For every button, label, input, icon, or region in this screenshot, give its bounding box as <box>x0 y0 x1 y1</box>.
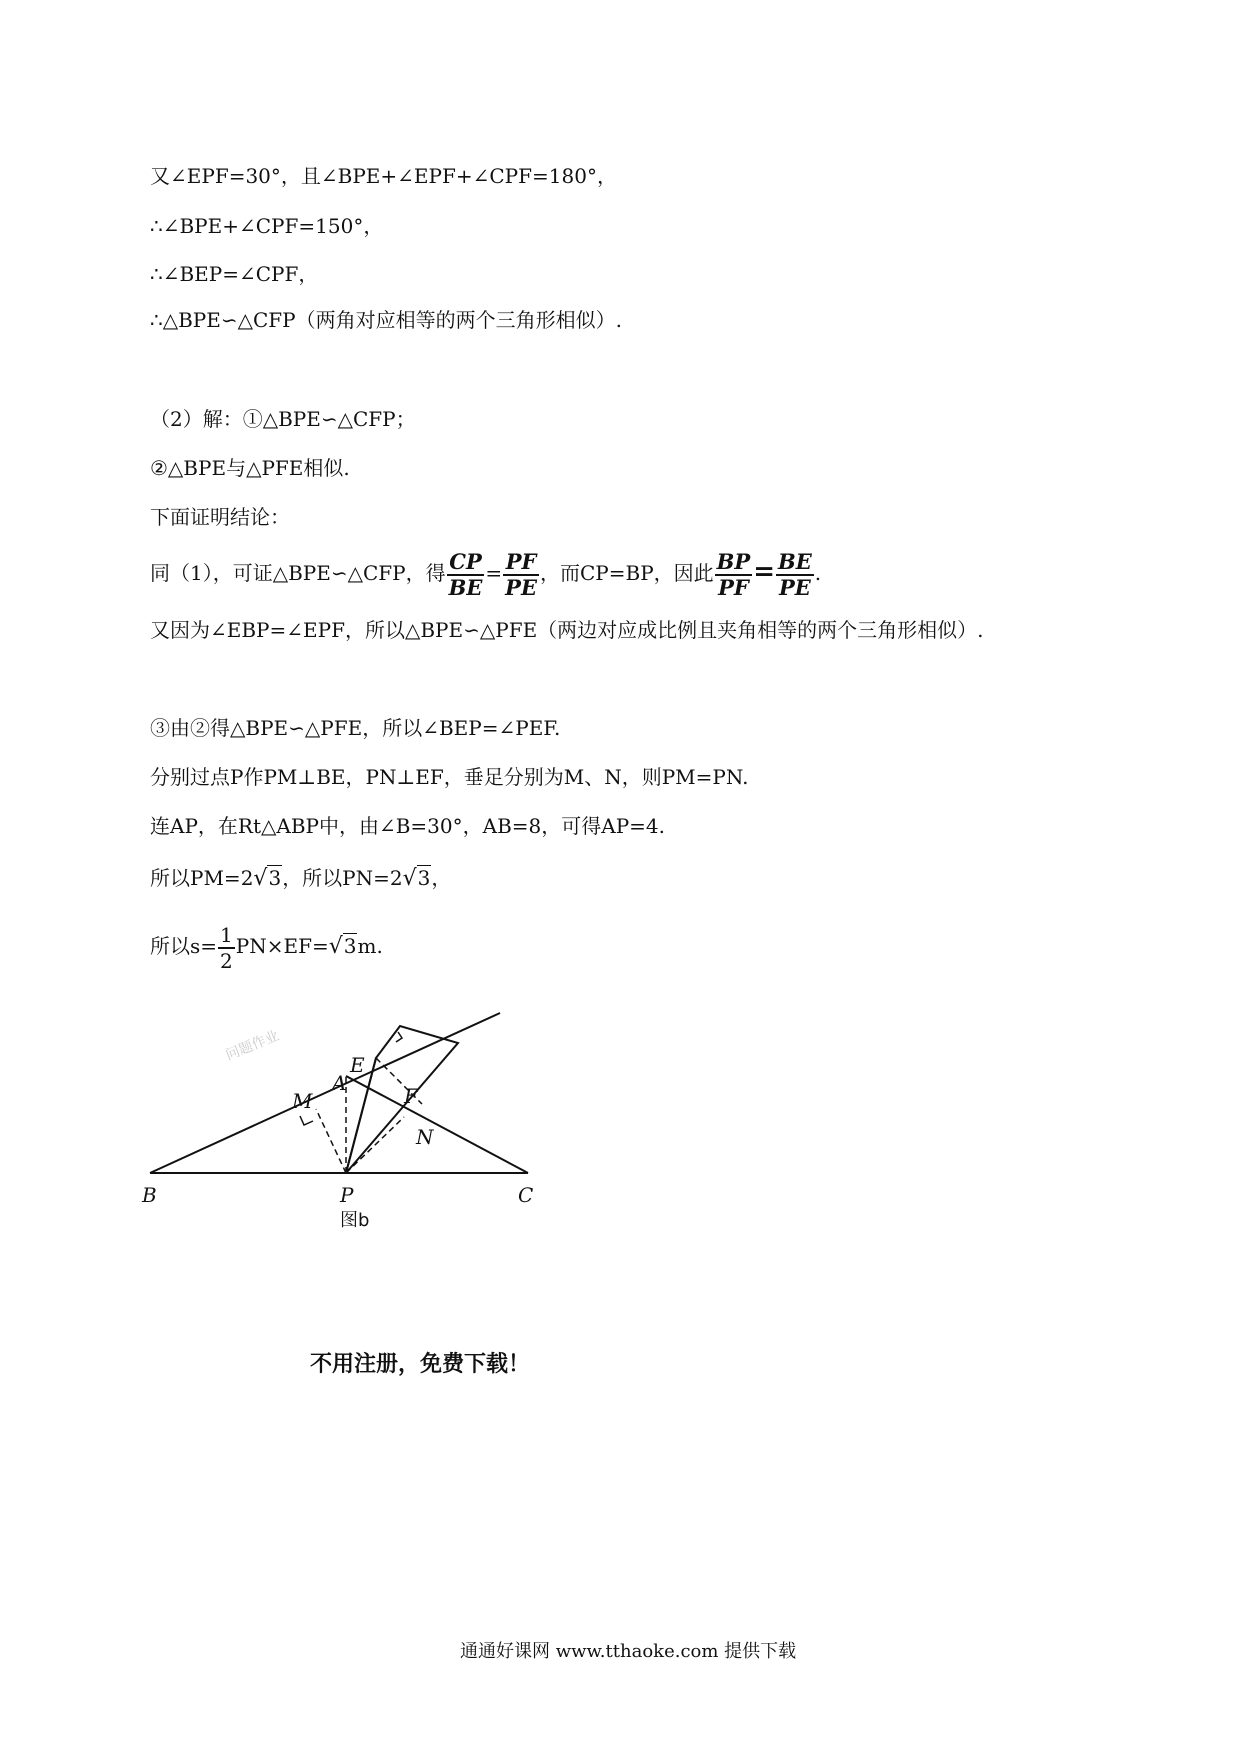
triangle-epf-set-square <box>346 1026 458 1173</box>
part2-proof-intro: 下面证明结论： <box>150 505 290 529</box>
label-c: C <box>518 1183 534 1207</box>
sqrt-expression: √3 <box>253 866 282 891</box>
fraction-numerator: CP <box>447 550 485 576</box>
fraction-denominator: PE <box>505 574 537 600</box>
fraction-numerator: BP <box>716 548 751 574</box>
part2-claim: ②△BPE与△PFE相似. <box>150 456 350 480</box>
comma: ， <box>431 866 452 890</box>
segment-pm <box>316 1109 346 1173</box>
area-text-a: 所以s= <box>150 934 218 958</box>
equals-sign: = <box>753 557 775 587</box>
fraction-numerator: 1 <box>220 922 233 947</box>
fraction-cp-be <box>447 550 485 600</box>
part3-line-1: ③由②得△BPE∽△PFE，所以∠BEP=∠PEF. <box>150 716 561 740</box>
page-footer: 通通好课网 www.tthaoke.com 提供下载 <box>460 1641 797 1662</box>
ray-be <box>150 1013 500 1173</box>
label-m: M <box>292 1089 313 1113</box>
sqrt-expression: √3 <box>328 934 357 959</box>
sqrt-argument: 3 <box>343 934 357 958</box>
label-n: N <box>416 1125 434 1149</box>
part3-line-4 <box>150 864 451 893</box>
fraction-pf-pe <box>503 550 539 600</box>
part3-line-2: 分别过点P作PM⊥BE，PN⊥EF，垂足分别为M、N，则PM=PN. <box>150 765 749 789</box>
fraction-numerator: BE <box>778 548 812 574</box>
proof-line-4: ∴△BPE∽△CFP（两角对应相等的两个三角形相似）. <box>150 308 622 332</box>
ratio-text-c: . <box>814 561 822 585</box>
sqrt-argument: 3 <box>417 866 431 890</box>
label-f: F <box>404 1084 418 1108</box>
proof-line-3: ∴∠BEP=∠CPF， <box>150 262 319 286</box>
similarity-line: 又因为∠EBP=∠EPF，所以△BPE∽△PFE（两边对应成比例且夹角相等的两个三角形相似）. <box>150 618 984 642</box>
label-e: E <box>350 1053 365 1077</box>
geometry-figure <box>140 1000 560 1240</box>
equals-sign: = <box>485 561 503 585</box>
fraction-denominator: PF <box>718 574 749 600</box>
area-text-c: m. <box>357 934 383 958</box>
fraction-be-pe <box>776 550 814 600</box>
label-p: P <box>340 1183 354 1207</box>
ratio-line <box>150 545 821 600</box>
fraction-denominator: BE <box>448 574 483 600</box>
label-b: B <box>142 1183 157 1207</box>
fraction-bp-pf <box>715 550 753 600</box>
pm-text: 所以PM=2 <box>150 866 254 890</box>
fraction-one-half <box>218 923 235 973</box>
fraction-denominator: PE <box>778 574 811 600</box>
free-download-note: 不用注册，免费下载！ <box>310 1352 531 1377</box>
pn-text: ，所以PN=2 <box>282 866 403 890</box>
segment-pn <box>346 1117 404 1173</box>
label-a: A <box>332 1071 347 1095</box>
ratio-text-b: ，而CP=BP，因此 <box>539 561 714 585</box>
figure-caption: 图b <box>340 1210 370 1231</box>
part3-line-3: 连AP，在Rt△ABP中，由∠B=30°，AB=8，可得AP=4. <box>150 814 665 838</box>
figure-watermark: 问题作业 <box>223 1027 282 1064</box>
right-angle-mark-m <box>300 1116 313 1125</box>
fraction-denominator: 2 <box>220 948 233 973</box>
area-text-b: PN×EF= <box>235 934 329 958</box>
proof-line-2: ∴∠BPE+∠CPF=150°， <box>150 214 384 238</box>
area-line <box>150 918 383 975</box>
ratio-text-a: 同（1），可证△BPE∽△CFP，得 <box>150 561 446 585</box>
right-angle-mark-e <box>396 1032 402 1042</box>
segment-ac <box>346 1076 528 1173</box>
proof-line-1: 又∠EPF=30°，且∠BPE+∠EPF+∠CPF=180°， <box>150 164 617 188</box>
sqrt-argument: 3 <box>268 866 282 890</box>
sqrt-expression: √3 <box>402 866 431 891</box>
fraction-numerator: PF <box>503 550 539 576</box>
part2-heading: （2）解：①△BPE∽△CFP； <box>150 407 416 431</box>
